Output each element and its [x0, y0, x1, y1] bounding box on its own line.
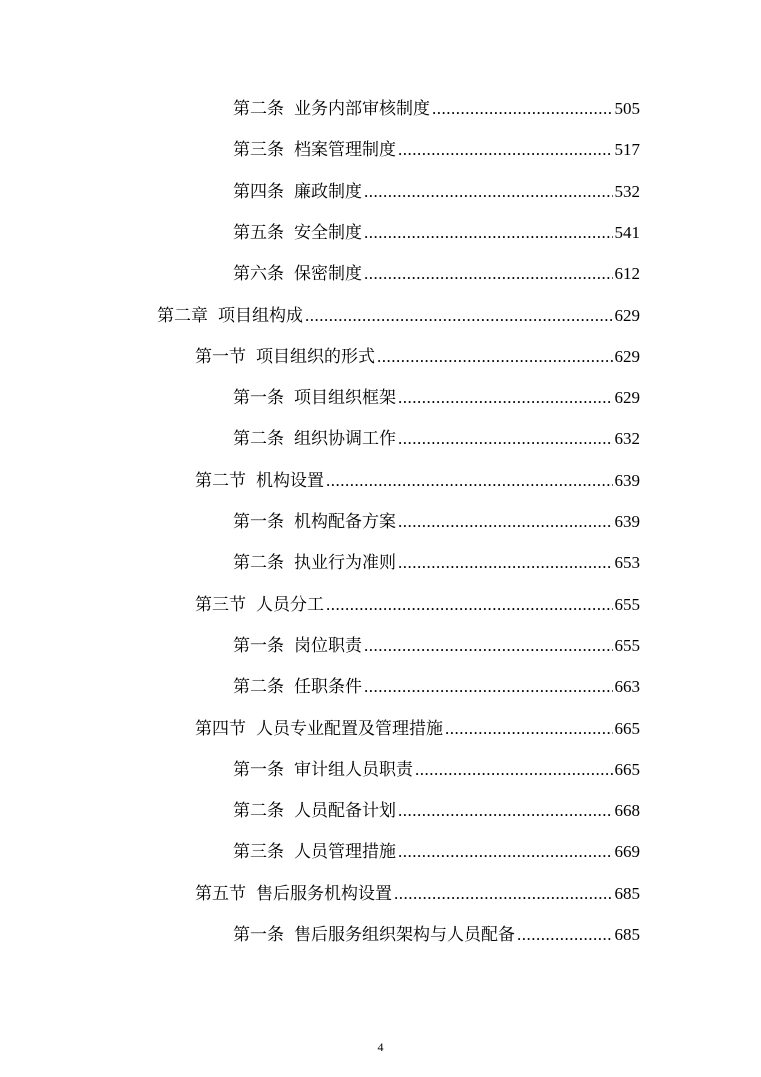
toc-entry-page: 632 — [614, 429, 640, 449]
toc-entry-number: 第二条 — [233, 801, 284, 822]
toc-entry-title: 审计组人员职责 — [294, 759, 413, 780]
toc-entry-title: 人员分工 — [256, 594, 324, 615]
toc-entry[interactable] — [233, 549, 640, 577]
dot-leader — [398, 384, 613, 412]
toc-entry-page: 612 — [614, 264, 640, 284]
toc-entry-number: 第三条 — [233, 140, 284, 161]
dot-leader — [398, 425, 613, 453]
toc-entry-number: 第三条 — [233, 842, 284, 863]
toc-entry-number: 第二节 — [195, 470, 246, 491]
toc-entry-page: 532 — [614, 181, 640, 201]
toc-entry[interactable] — [233, 838, 640, 866]
dot-leader — [415, 756, 613, 784]
toc-entry-title: 售后服务组织架构与人员配备 — [294, 925, 515, 945]
dot-leader — [394, 880, 613, 908]
toc-entry-title: 组织协调工作 — [294, 429, 396, 450]
toc-entry-page: 541 — [614, 222, 640, 242]
dot-leader — [326, 467, 613, 495]
toc-entry-title: 安全制度 — [294, 222, 362, 243]
dot-leader — [364, 219, 613, 247]
dot-leader — [398, 838, 613, 866]
toc-entry-page: 517 — [614, 140, 640, 160]
toc-entry-page: 668 — [614, 801, 640, 821]
dot-leader — [398, 508, 613, 536]
toc-entry[interactable] — [195, 467, 640, 495]
dot-leader — [517, 921, 613, 949]
toc-entry[interactable] — [233, 425, 640, 453]
toc-entry-number: 第一条 — [233, 925, 284, 945]
toc-entry-number: 第四节 — [195, 718, 246, 739]
toc-entry-title: 保密制度 — [294, 264, 362, 285]
toc-entry-number: 第二章 — [157, 305, 208, 326]
toc-entry[interactable] — [157, 302, 640, 330]
toc-entry-title: 机构设置 — [256, 470, 324, 491]
toc-entry[interactable] — [195, 343, 640, 371]
toc-entry-number: 第一条 — [233, 635, 284, 656]
dot-leader — [398, 549, 613, 577]
dot-leader — [364, 178, 613, 206]
dot-leader — [398, 136, 613, 164]
toc-entry-number: 第三节 — [195, 594, 246, 615]
toc-entry-number: 第五条 — [233, 222, 284, 243]
toc-entry-title: 人员管理措施 — [294, 842, 396, 863]
page-number: 4 — [377, 1040, 384, 1054]
toc-entry-title: 档案管理制度 — [294, 140, 396, 161]
toc-entry-title: 执业行为准则 — [294, 553, 396, 574]
toc-entry[interactable] — [233, 178, 640, 206]
toc-entry-title: 售后服务机构设置 — [256, 883, 392, 904]
toc-entry[interactable] — [233, 384, 640, 412]
toc-entry-page: 655 — [614, 594, 640, 614]
toc-entry[interactable] — [233, 632, 640, 660]
toc-entry[interactable] — [233, 508, 640, 536]
toc-entry-page: 665 — [614, 718, 640, 738]
toc-entry-page: 639 — [614, 512, 640, 531]
toc-entry-title: 岗位职责 — [294, 635, 362, 656]
toc-entry[interactable] — [195, 591, 640, 619]
toc-entry[interactable] — [233, 136, 640, 164]
toc-entry-number: 第六条 — [233, 264, 284, 285]
toc-entry-page: 685 — [614, 883, 640, 903]
dot-leader — [432, 95, 613, 123]
toc-entry[interactable] — [233, 95, 640, 123]
dot-leader — [364, 632, 613, 660]
toc-entry-number: 第二条 — [233, 553, 284, 574]
toc-entry[interactable] — [195, 715, 640, 743]
dot-leader — [305, 302, 613, 330]
toc-entry[interactable] — [233, 756, 640, 784]
toc-entry-page: 665 — [614, 759, 640, 779]
dot-leader — [398, 797, 613, 825]
toc-entry-page: 669 — [614, 842, 640, 862]
toc-entry-number: 第一节 — [195, 346, 246, 367]
toc-entry-title: 机构配备方案 — [294, 512, 396, 532]
dot-leader — [377, 343, 613, 371]
toc-entry-title: 项目组织的形式 — [256, 346, 375, 367]
toc-entry-title: 业务内部审核制度 — [294, 99, 430, 119]
toc-entry-page: 653 — [614, 553, 640, 573]
toc-entry[interactable] — [233, 260, 640, 288]
toc-entry-number: 第二条 — [233, 429, 284, 450]
toc-entry-number: 第二条 — [233, 99, 284, 119]
toc-entry-page: 629 — [614, 346, 640, 366]
toc-entry[interactable] — [233, 673, 640, 701]
toc-entry-title: 廉政制度 — [294, 181, 362, 202]
toc-entry[interactable] — [233, 921, 640, 949]
dot-leader — [326, 591, 613, 619]
toc-entry-page: 663 — [614, 677, 640, 697]
toc-entry-title: 人员配备计划 — [294, 801, 396, 822]
dot-leader — [445, 715, 613, 743]
toc-entry-page: 655 — [614, 635, 640, 655]
toc-entry-page: 505 — [614, 99, 640, 118]
toc-entry-number: 第五节 — [195, 883, 246, 904]
toc-entry[interactable] — [195, 880, 640, 908]
toc-entry[interactable] — [233, 797, 640, 825]
toc-entry-title: 项目组织框架 — [294, 388, 396, 409]
toc-entry-page: 685 — [614, 925, 640, 944]
toc-entry-number: 第一条 — [233, 759, 284, 780]
toc-entry-title: 人员专业配置及管理措施 — [256, 718, 443, 739]
toc-entry-page: 629 — [614, 388, 640, 408]
toc-entry-page: 639 — [614, 470, 640, 490]
toc-entry-number: 第二条 — [233, 677, 284, 698]
toc-entry-title: 项目组构成 — [218, 305, 303, 326]
toc-entry-number: 第一条 — [233, 512, 284, 532]
dot-leader — [364, 673, 613, 701]
dot-leader — [364, 260, 613, 288]
toc-entry-title: 任职条件 — [294, 677, 362, 698]
toc-entry-page: 629 — [614, 305, 640, 325]
toc-entry[interactable] — [233, 219, 640, 247]
toc-entry-number: 第四条 — [233, 181, 284, 202]
toc-entry-number: 第一条 — [233, 388, 284, 409]
